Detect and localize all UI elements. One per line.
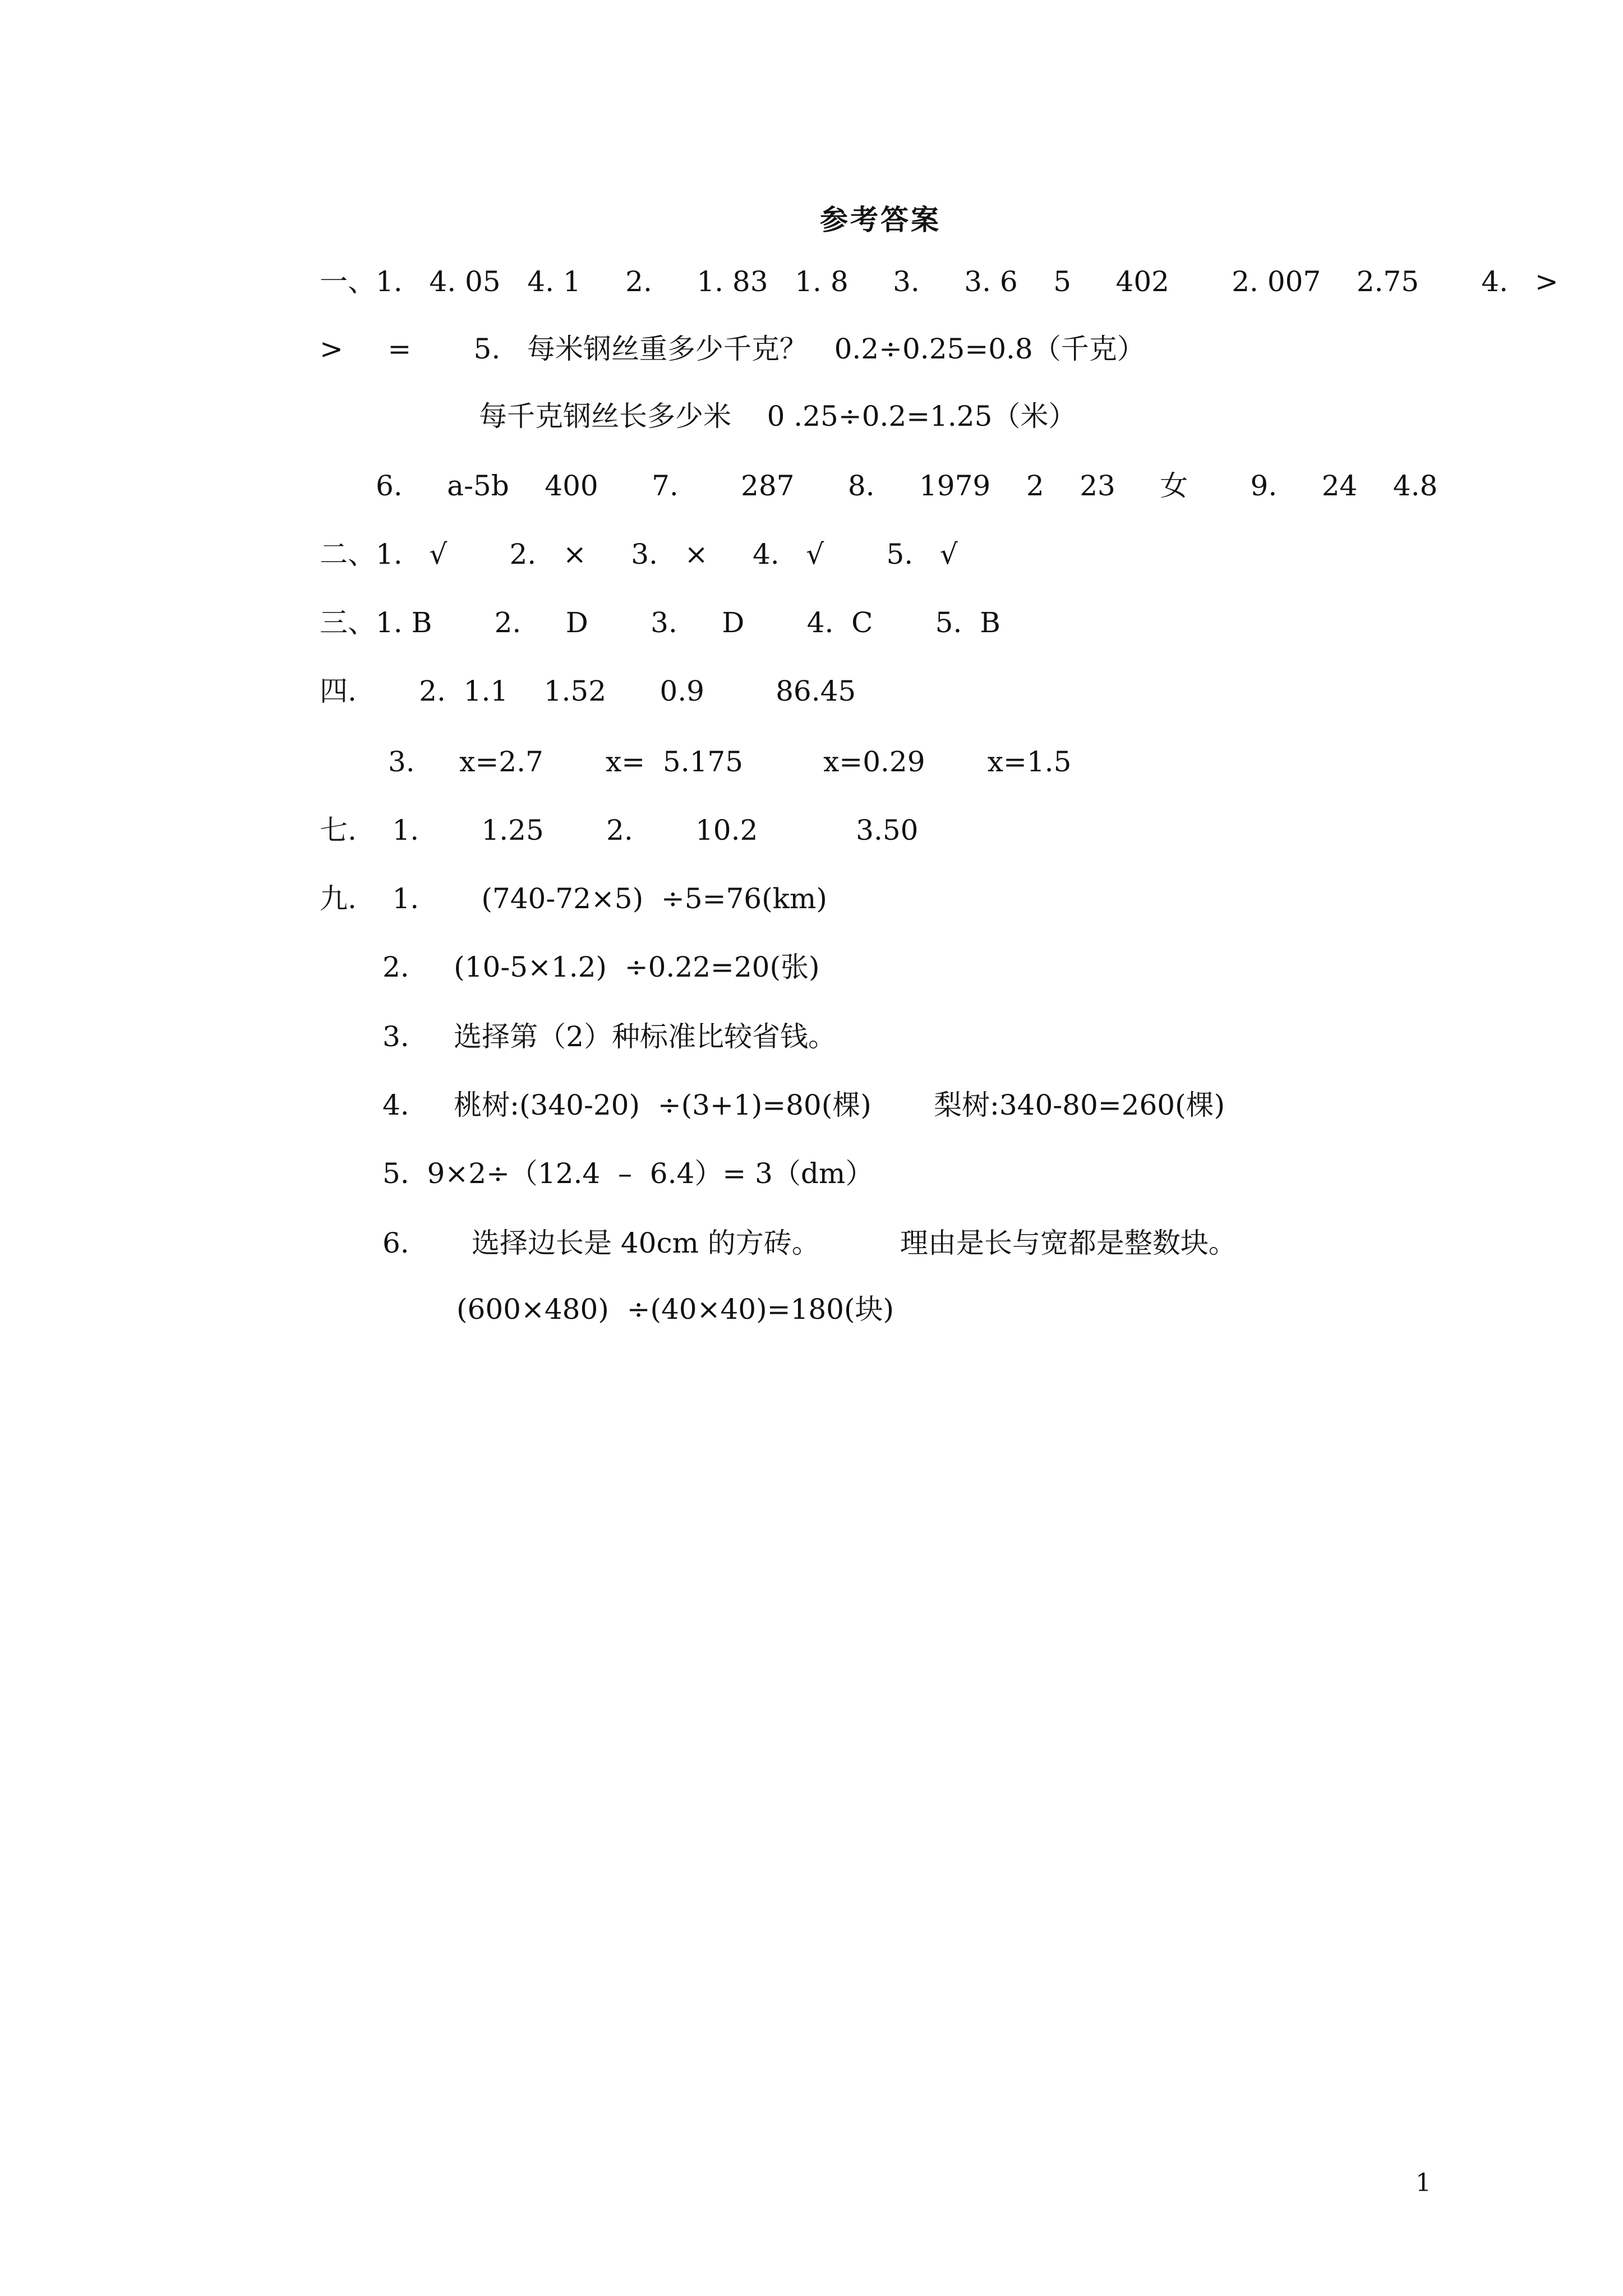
answer-line: 二、1. √ 2. × 3. × 4. √ 5. √ bbox=[320, 538, 958, 570]
answer-line: 九. 1. (740-72×5) ÷5=76(km) bbox=[320, 882, 827, 915]
answer-line: 6. a-5b 400 7. 287 8. 1979 2 23 女 9. 24 4.8 bbox=[376, 470, 1438, 502]
answer-line: 一、1. 4. 05 4. 1 2. 1. 83 1. 8 3. 3. 6 5 402 2. 007 2.75 4. > bbox=[320, 265, 1559, 298]
answer-line: 6. 选择边长是 40cm 的方砖。 理由是长与宽都是整数块。 bbox=[382, 1227, 1237, 1259]
answer-line: 每千克钢丝长多少米 0 .25÷0.2=1.25（米） bbox=[479, 400, 1077, 432]
answer-line: 三、1. B 2. D 3. D 4. C 5. B bbox=[320, 606, 1000, 639]
answer-line: (600×480) ÷(40×40)=180(块) bbox=[457, 1293, 894, 1326]
answer-line: 七. 1. 1.25 2. 10.2 3.50 bbox=[320, 814, 919, 846]
answer-line: 5. 9×2÷（12.4 – 6.4）= 3（dm） bbox=[382, 1157, 874, 1190]
page-title: 参考答案 bbox=[820, 203, 941, 236]
answer-line: 2. (10-5×1.2) ÷0.22=20(张) bbox=[382, 951, 820, 983]
answer-line: 3. x=2.7 x= 5.175 x=0.29 x=1.5 bbox=[388, 746, 1072, 778]
answer-line: 3. 选择第（2）种标准比较省钱。 bbox=[382, 1020, 836, 1053]
answer-line: 四. 2. 1.1 1.52 0.9 86.45 bbox=[320, 675, 856, 707]
page-number: 1 bbox=[1415, 2169, 1431, 2197]
answer-line: > = 5. 每米钢丝重多少千克？ 0.2÷0.25=0.8（千克） bbox=[320, 333, 1145, 365]
answer-line: 4. 桃树:(340-20) ÷(3+1)=80(棵) 梨树:340-80=260(棵) bbox=[382, 1089, 1225, 1121]
